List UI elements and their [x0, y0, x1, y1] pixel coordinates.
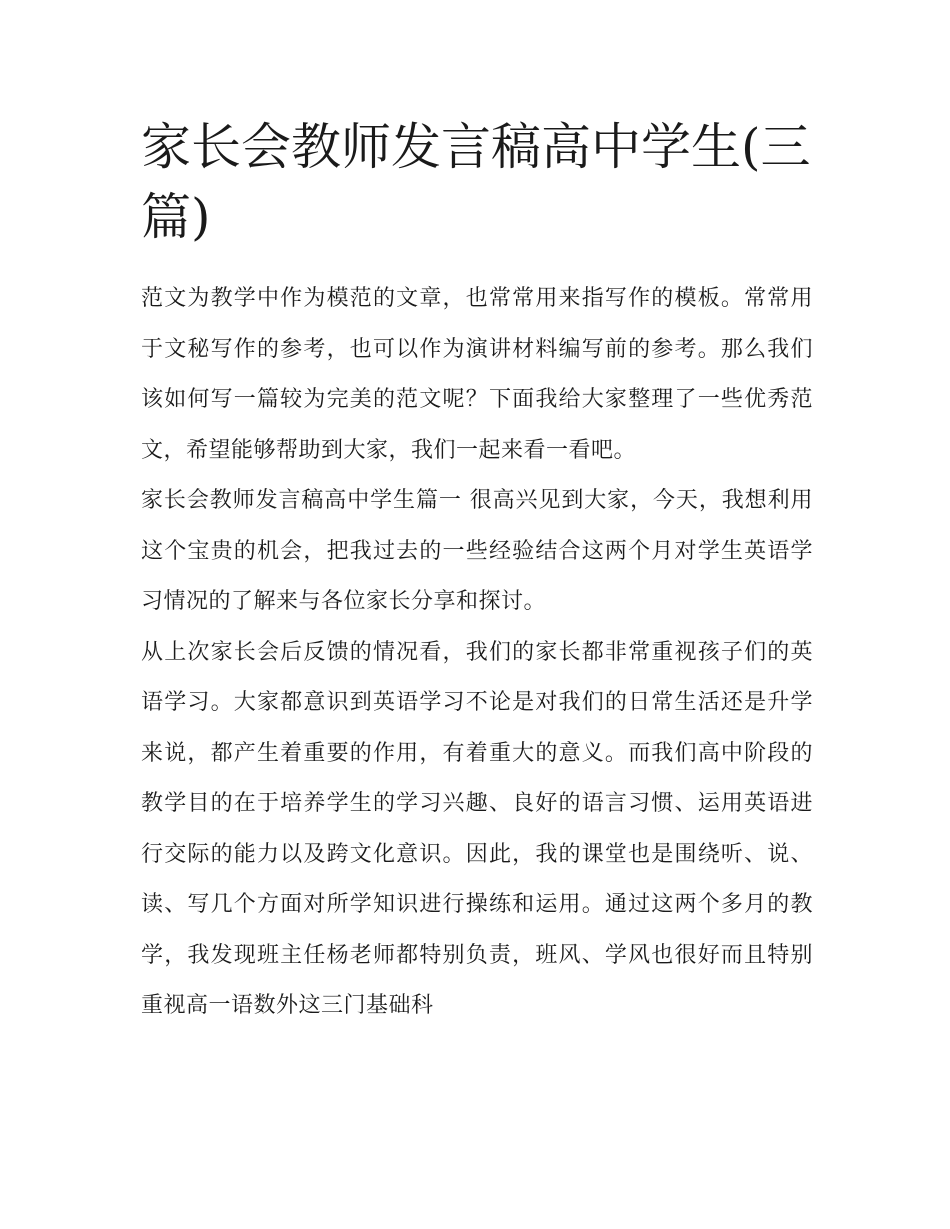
paragraph-speech-opening: 家长会教师发言稿高中学生篇一 很高兴见到大家，今天，我想利用这个宝贵的机会，把我过去的一些经验结合这两个月对学生英语学习情况的了解来与各位家长分享和探讨。 — [141, 488, 813, 614]
document-body — [141, 112, 813, 1032]
document-title: 家长会教师发言稿高中学生(三篇) — [141, 118, 811, 246]
paragraph-intro: 范文为教学中作为模范的文章，也常常用来指写作的模板。常常用于文秘写作的参考，也可以作为演讲材料编写前的参考。那么我们该如何写一篇较为完美的范文呢？下面我给大家整理了一些优秀范文，希望能够帮助到大家，我们一起来看一看吧。 — [141, 286, 813, 463]
paragraph-speech-body: 从上次家长会后反馈的情况看，我们的家长都非常重视孩子们的英语学习。大家都意识到英语学习不论是对我们的日常生活还是升学来说，都产生着重要的作用，有着重大的意义。而我们高中阶段的教学目的在于培养学生的学习兴趣、良好的语言习惯、运用英语进行交际的能力以及跨文化意识。因此，我的课堂也是围绕听、说、读、写几个方面对所学知识进行操练和运用。通过这两个多月的教学，我发现班主任杨老师都特别负责，班风、学风也很好而且特别重视高一语数外这三门基础科 — [141, 639, 813, 1018]
